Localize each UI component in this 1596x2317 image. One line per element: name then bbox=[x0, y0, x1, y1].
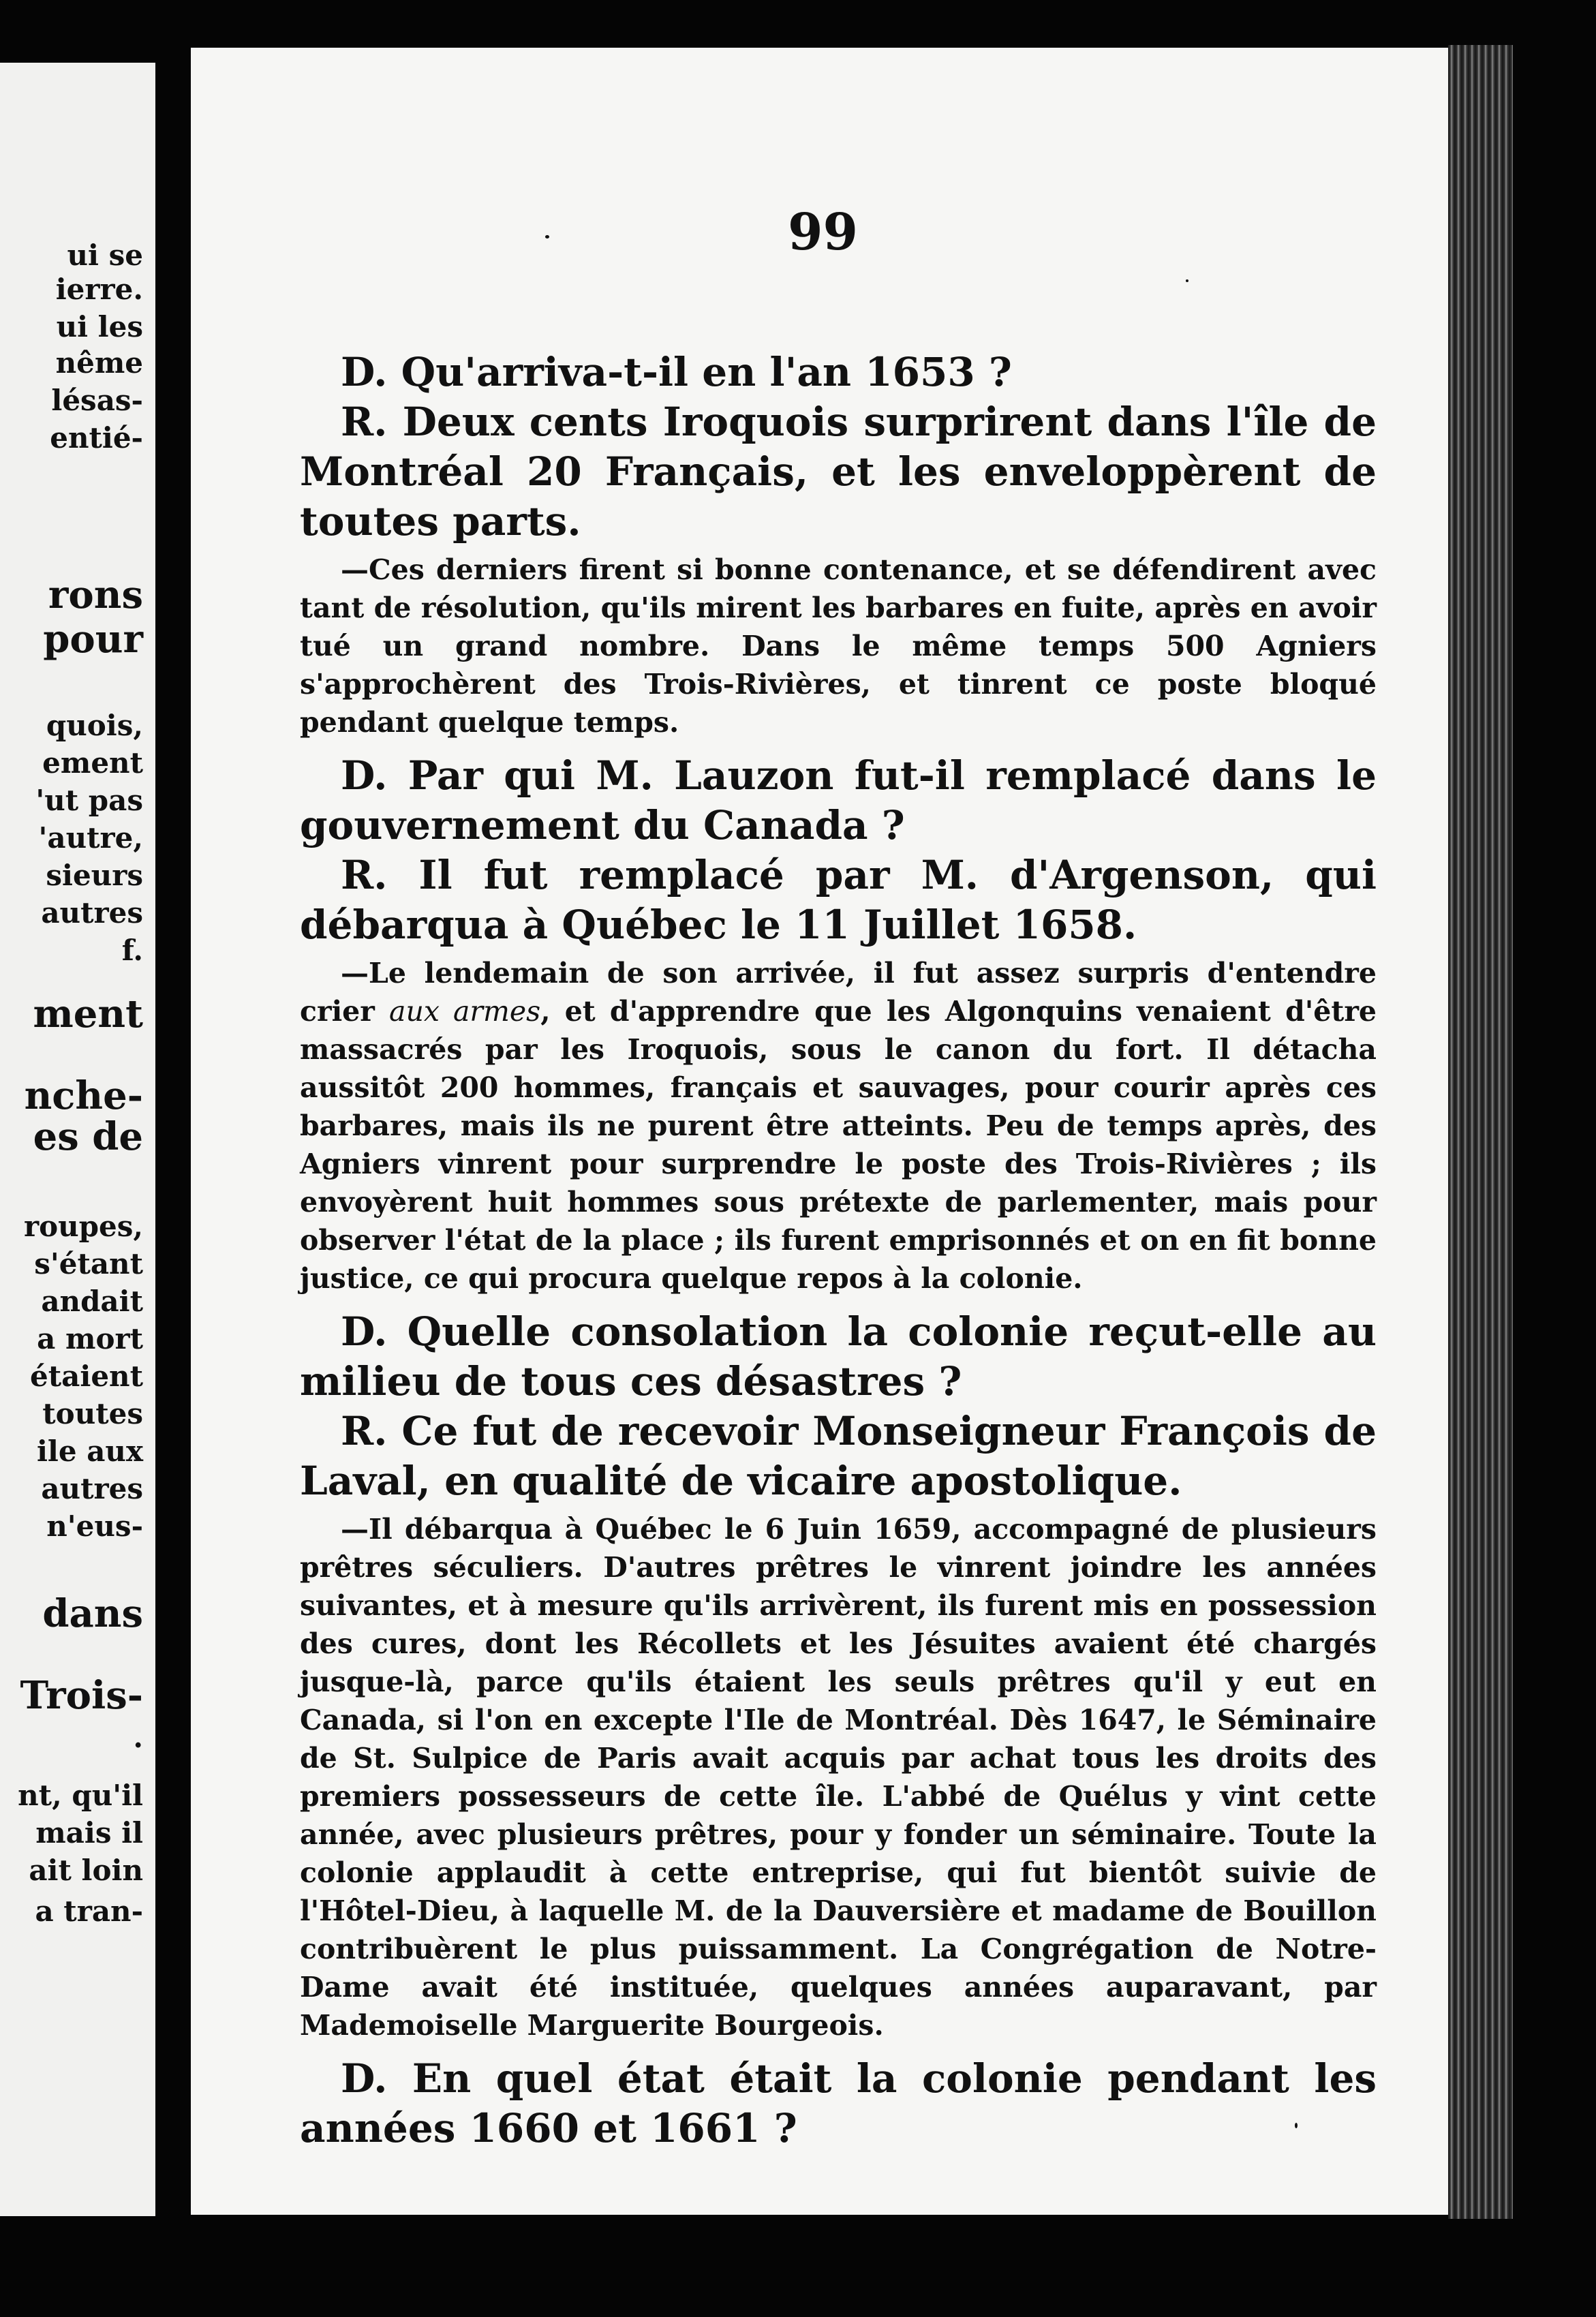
left-page-line: entié- bbox=[50, 421, 143, 455]
note-argenson bbox=[300, 954, 1377, 1298]
question-1660: D. En quel état était la colonie pendant les années 1660 et 1661 ? bbox=[300, 2055, 1377, 2151]
left-page-line: mais il bbox=[35, 1816, 143, 1850]
note-laval: —Il débarqua à Québec le 6 Juin 1659, accompagné de plusieurs prêtres séculiers. D'autres prêtres le vinrent joindre les années suivantes, et à mesure qu'ils arrivèrent, ils furent mis en possession des cures, dont les Récollets et les Jésuites avaient été chargés jusque-là, parce qu'ils étaient les seuls prêtres qu'il y eut en Canada, si l'on en excepte l'Ile de Montréal. Dès 1647, le Séminaire de St. Sulpice de Paris avait acquis par achat tous les droits des premiers possesseurs de cette île. L'abbé de Quélus y vint cette année, avec plusieurs prêtres, pour y fonder un séminaire. Toute la colonie applaudit à cette entreprise, qui fut bientôt suivie de l'Hôtel-Dieu, à laquelle M. de la Dauversière et madame de Bouillon contribuèrent le plus puissamment. La Congrégation de Notre-Dame avait été instituée, quelques années auparavant, par Mademoiselle Marguerite Bourgeois. bbox=[300, 1513, 1377, 2042]
page-body bbox=[300, 341, 1377, 2153]
answer-argenson: R. Il fut remplacé par M. d'Argenson, qui débarqua à Québec le 11 Juillet 1658. bbox=[300, 852, 1377, 948]
left-page-line: ait loin bbox=[29, 1854, 143, 1887]
left-page-line: 'ut pas bbox=[35, 784, 143, 817]
left-page-line: 'autre, bbox=[38, 821, 143, 855]
left-page-line: ui les bbox=[56, 310, 143, 343]
left-page-line: dans bbox=[42, 1591, 143, 1636]
print-speck bbox=[1295, 2123, 1298, 2128]
question-consolation: D. Quelle consolation la colonie reçut-elle au milieu de tous ces désastres ? bbox=[300, 1308, 1377, 1405]
page-number: 99 bbox=[788, 203, 858, 262]
note-argenson-italic: aux armes bbox=[389, 995, 541, 1028]
left-page-line: es de bbox=[33, 1114, 143, 1159]
question-lauzon: D. Par qui M. Lauzon fut-il remplacé dans le gouvernement du Canada ? bbox=[300, 752, 1377, 848]
note-argenson-part-b: , et d'apprendre que les Algonquins venaient d'être massacrés par les Iroquois, sous le canon du fort. Il détacha aussitôt 200 hommes, français et sauvages, pour courir après ces barbares, mais ils ne purent être atteints. Peu de temps après, des Agniers vinrent pour surprendre le poste des Trois-Rivières ; ils envoyèrent huit hommes sous prétexte de parlementer, mais pour observer l'état de la place ; ils furent emprisonnés et on en fit bonne justice, ce qui procura quelque repos à la colonie. bbox=[300, 995, 1377, 1295]
left-page-line: autres bbox=[41, 896, 143, 930]
left-page-line: nche- bbox=[24, 1073, 143, 1118]
print-speck bbox=[545, 235, 549, 239]
answer-laval: R. Ce fut de recevoir Monseigneur François de Laval, en qualité de vicaire apostolique. bbox=[300, 1408, 1377, 1504]
left-page-line: quois, bbox=[46, 709, 143, 742]
left-page-line: sieurs bbox=[46, 859, 143, 892]
left-page-line: roupes, bbox=[23, 1210, 143, 1243]
left-page-line: a mort bbox=[37, 1322, 143, 1355]
book-gutter bbox=[155, 41, 191, 2317]
note-1653: —Ces derniers firent si bonne contenance, et se défendirent avec tant de résolution, qu'ils mirent les barbares en fuite, après en avoir tué un grand nombre. Dans le même temps 500 Agniers s'approchèrent des Trois-Rivières, et tinrent ce poste bloqué pendant quelque temps. bbox=[300, 553, 1377, 739]
left-page-line: ment bbox=[33, 992, 143, 1037]
left-page-line: ile aux bbox=[36, 1434, 143, 1468]
left-page-line: autres bbox=[41, 1472, 143, 1505]
left-page-line: a tran- bbox=[35, 1894, 143, 1928]
left-page-line: . bbox=[133, 1721, 143, 1754]
left-page-line: ierre. bbox=[55, 273, 143, 306]
left-page-line: ui se bbox=[67, 239, 143, 272]
answer-1653: R. Deux cents Iroquois surprirent dans l'île de Montréal 20 Français, et les enveloppèrent de toutes parts. bbox=[300, 399, 1377, 544]
page-edges bbox=[1448, 45, 1513, 2219]
left-page-line: rons bbox=[48, 572, 143, 617]
left-page-line: étaient bbox=[30, 1360, 143, 1393]
left-page-line: f. bbox=[121, 934, 143, 967]
left-page-line: pour bbox=[43, 617, 143, 662]
left-page-line: nême bbox=[55, 346, 143, 380]
note-argenson-part-a: —Le lendemain de son arrivée, il fut assez surpris d'entendre crier bbox=[300, 957, 1377, 1028]
print-speck bbox=[1186, 279, 1188, 282]
page bbox=[191, 48, 1455, 2215]
left-page-fragment bbox=[0, 63, 155, 2216]
question-1653: D. Qu'arriva-t-il en l'an 1653 ? bbox=[341, 349, 1012, 395]
left-page-line: s'étant bbox=[34, 1247, 143, 1280]
left-page-line: n'eus- bbox=[46, 1509, 143, 1543]
left-page-line: Trois- bbox=[20, 1673, 143, 1718]
left-page-line: andait bbox=[41, 1285, 143, 1318]
left-page-line: ement bbox=[42, 746, 143, 780]
left-page-line: nt, qu'il bbox=[18, 1779, 143, 1812]
left-page-line: lésas- bbox=[51, 384, 143, 417]
left-page-line: toutes bbox=[42, 1397, 143, 1430]
